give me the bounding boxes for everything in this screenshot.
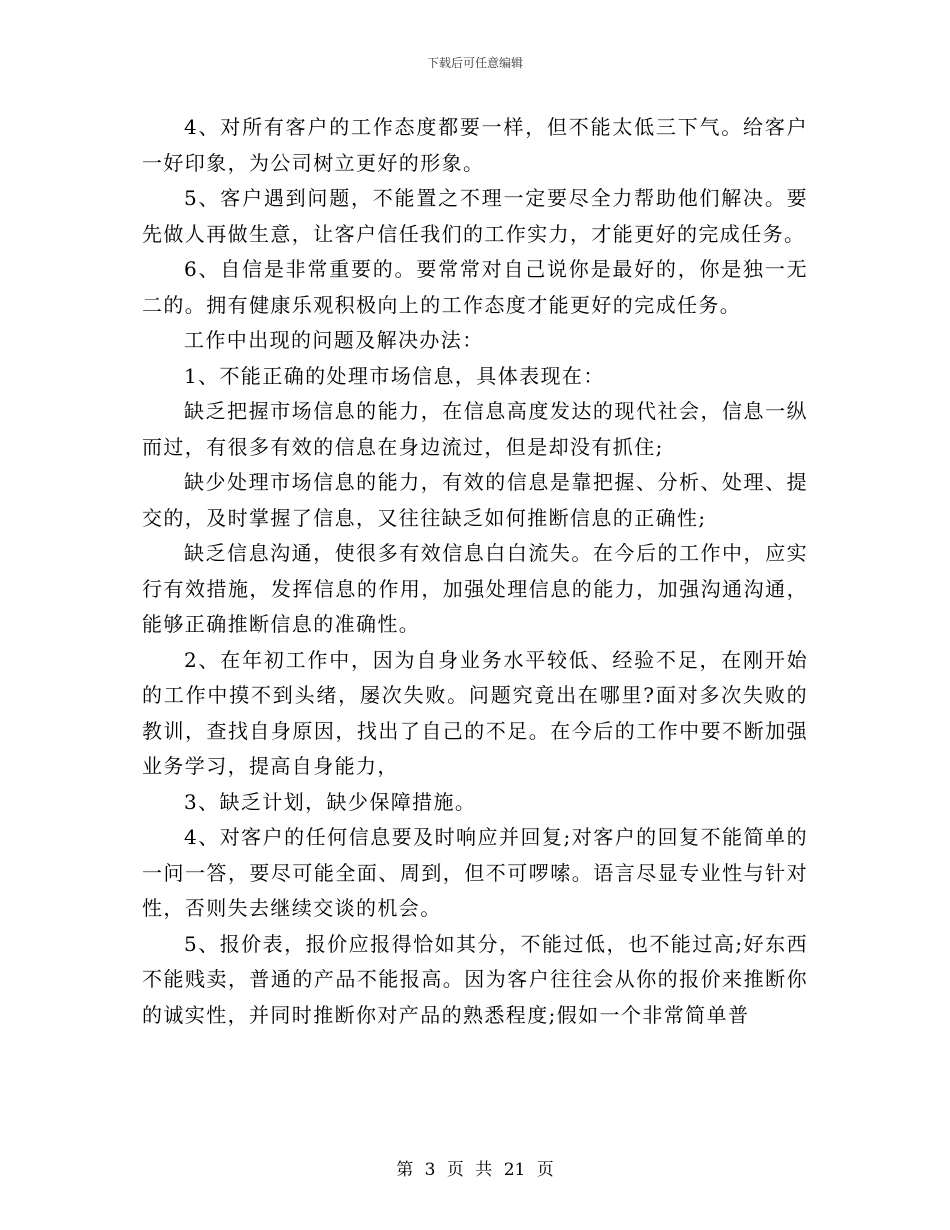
paragraph: 缺乏把握市场信息的能力，在信息高度发达的现代社会，信息一纵而过，有很多有效的信息在身边流过，但是却没有抓住; <box>142 399 808 459</box>
section-heading: 工作中出现的问题及解决办法： <box>184 328 484 352</box>
paragraph: 2、在年初工作中，因为自身业务水平较低、经验不足，在刚开始的工作中摸不到头绪，屡次失败。问题究竟出在哪里?面对多次失败的教训，查找自身原因，找出了自己的不足。在今后的工作中要不断加强业务学习，提高自身能力， <box>142 647 808 778</box>
paragraph: 缺乏信息沟通，使很多有效信息白白流失。在今后的工作中，应实行有效措施，发挥信息的作用，加强处理信息的能力，加强沟通沟通，能够正确推断信息的准确性。 <box>142 541 808 636</box>
paragraph: 4、对所有客户的工作态度都要一样，但不能太低三下气。给客户一好印象，为公司树立更好的形象。 <box>142 115 808 175</box>
page-number-footer: 第 3 页 共 21 页 <box>396 1160 554 1180</box>
paragraph: 5、报价表，报价应报得恰如其分，不能过低，也不能过高;好东西不能贱卖，普通的产品不能报高。因为客户往往会从你的报价来推断你的诚实性，并同时推断你对产品的熟悉程度;假如一个非常简单普 <box>142 931 808 1027</box>
document-body <box>142 110 808 1033</box>
paragraph: 6、自信是非常重要的。要常常对自己说你是最好的，你是独一无二的。拥有健康乐观积极向上的工作态度才能更好的完成任务。 <box>142 257 808 317</box>
paragraph: 3、缺乏计划，缺少保障措施。 <box>184 789 477 814</box>
page-header-note: 下载后可任意编辑 <box>426 56 523 70</box>
paragraph: 5、客户遇到问题，不能置之不理一定要尽全力帮助他们解决。要先做人再做生意，让客户信任我们的工作实力，才能更好的完成任务。 <box>142 186 808 246</box>
paragraph: 1、不能正确的处理市场信息，具体表现在： <box>184 363 605 388</box>
paragraph: 缺少处理市场信息的能力，有效的信息是靠把握、分析、处理、提交的，及时掌握了信息，又往往缺乏如何推断信息的正确性; <box>142 470 808 530</box>
paragraph: 4、对客户的任何信息要及时响应并回复;对客户的回复不能简单的一问一答，要尽可能全面、周到，但不可啰嗦。语言尽显专业性与针对性，否则失去继续交谈的机会。 <box>142 825 808 920</box>
